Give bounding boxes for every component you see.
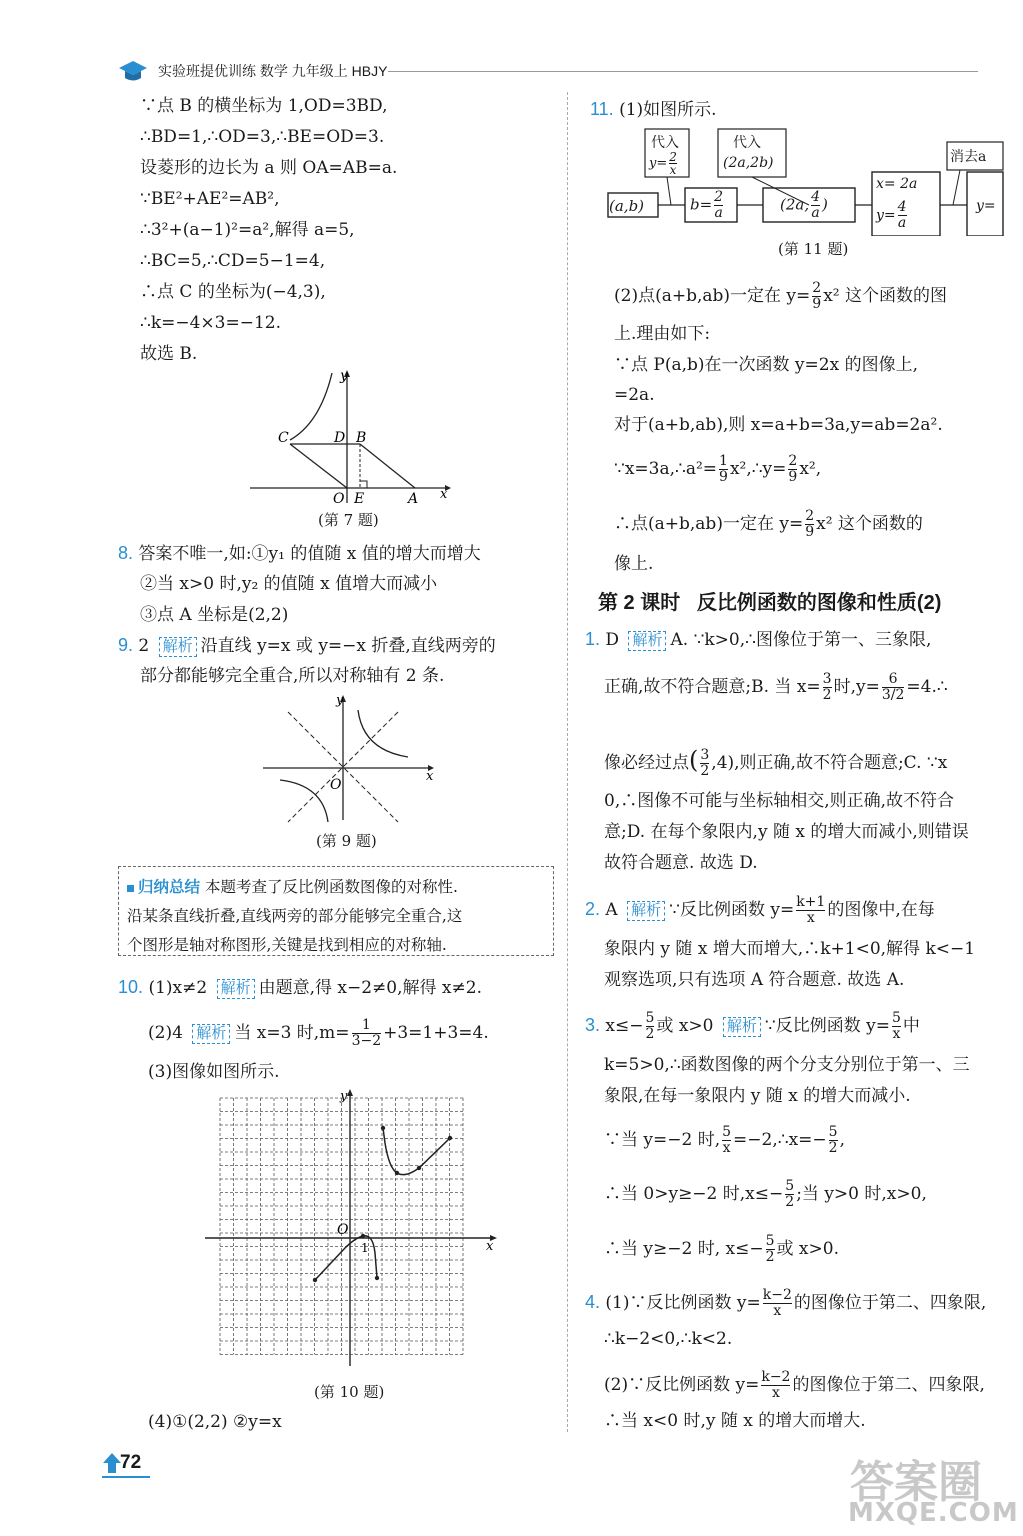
fig7-label: x (440, 487, 448, 502)
figure-9-caption: (第 9 题) (316, 832, 377, 850)
denominator: x (761, 1385, 790, 1401)
text-part: =−2,∴x=− (733, 1130, 827, 1150)
text-part: +3=1+3=4. (383, 1023, 489, 1043)
section-title (598, 586, 941, 615)
fraction (669, 151, 677, 176)
bullet-icon (127, 885, 134, 892)
text-part: ∵反比例函数 y= (764, 1016, 890, 1036)
numerator: 2 (812, 280, 822, 296)
numerator: 2 (669, 150, 677, 164)
numerator: 2 (805, 508, 815, 524)
text-line: ∴点 C 的坐标为(−4,3), (140, 282, 326, 302)
denominator: 2 (822, 687, 832, 703)
figure-11-caption: (第 11 题) (778, 240, 849, 258)
fraction (719, 454, 728, 485)
question-number: 10. (118, 977, 144, 997)
flow-callout-1-expr (649, 151, 679, 176)
lesson-title: 反比例函数的图像和性质(2) (696, 592, 942, 614)
text-part: A. ∵k>0,∴图像位于第一、三象限, (670, 630, 932, 650)
fig9-label: O (330, 777, 342, 793)
page-number-underline (102, 1476, 150, 1478)
header-title: 实验班提优训练 数学 九年级上 HBJY (158, 63, 388, 79)
text-part: 的图像中,在每 (827, 900, 935, 920)
denominator: 9 (805, 524, 815, 540)
text-line: 故符合题意. 故选 D. (604, 853, 758, 873)
answer: D (605, 630, 620, 650)
text-part: , (839, 1130, 845, 1150)
numerator: k−2 (762, 1287, 792, 1303)
q11-part-2 (614, 281, 947, 312)
denominator: x (763, 1303, 792, 1319)
numerator: 5 (645, 1010, 655, 1026)
fig7-label: C (278, 430, 289, 446)
r3-line-5 (604, 1179, 927, 1210)
text-line: ∴3²+(a−1)²=a²,解得 a=5, (140, 220, 355, 240)
numerator: 1 (361, 1017, 371, 1033)
analysis-tag: 解析 (217, 979, 255, 999)
question-number: 9. (118, 635, 134, 655)
text-part: x² 这个函数的图 (823, 286, 948, 306)
fig9-label: y (336, 693, 344, 708)
fraction (785, 1179, 794, 1210)
denominator: 2 (645, 1026, 655, 1042)
text-line: 对于(a+b,ab),则 x=a+b=3a,y=ab=2a². (614, 415, 943, 435)
fig7-label: y (340, 368, 348, 384)
flow-callout-1: 代入 (651, 135, 679, 151)
text-line: 答案不唯一,如:①y₁ 的值随 x 值的增大而增大 (138, 544, 481, 564)
question-10 (118, 976, 482, 999)
q10-part-2 (148, 1018, 489, 1049)
question-11 (590, 98, 717, 121)
fraction (892, 1011, 901, 1042)
text-part: =4.∴ (906, 677, 948, 697)
r-question-1 (585, 628, 931, 651)
fig10-label: 1 (361, 1241, 369, 1255)
text-line: 意;D. 在每个象限内,y 随 x 的增大而减小,则错误 (604, 822, 969, 842)
summary-box (118, 866, 554, 956)
question-9 (118, 634, 496, 657)
fig9-label: x (426, 769, 434, 784)
summary-tag: 归纳总结 (138, 879, 201, 896)
numerator: k−2 (761, 1369, 791, 1385)
denominator: x (796, 910, 825, 926)
figure-10 (205, 1088, 505, 1368)
text-line: ③点 A 坐标是(2,2) (140, 605, 289, 625)
text-line: ∴当 x<0 时,y 随 x 的增大而增大. (604, 1411, 866, 1431)
fraction (714, 190, 723, 221)
text-part: ∴点(a+b,ab)一定在 y= (614, 514, 804, 534)
r-question-2 (585, 895, 935, 926)
text-part: ;当 y>0 时,x>0, (796, 1184, 927, 1204)
denominator: 2 (700, 763, 710, 779)
text-line: (3)图像如图所示. (148, 1062, 280, 1082)
analysis-tag: 解析 (159, 637, 197, 657)
numerator: 2 (788, 453, 798, 469)
fraction (811, 190, 820, 221)
denominator: a (714, 205, 723, 221)
graduation-cap-icon (118, 58, 148, 84)
analysis-tag: 解析 (628, 631, 666, 651)
question-8 (118, 542, 481, 565)
text-line: 象限,在每一象限内 y 随 x 的增大而减小. (604, 1086, 911, 1106)
fraction (882, 672, 905, 703)
numerator: 6 (888, 671, 898, 687)
denominator: 2 (785, 1194, 795, 1210)
numerator: 3 (822, 671, 832, 687)
page-number: 72 (120, 1452, 142, 1473)
analysis-tag: 解析 (192, 1024, 230, 1044)
fraction (722, 1125, 731, 1156)
text-line: ∴k−2<0,∴k<2. (604, 1329, 733, 1349)
question-number: 4. (585, 1292, 601, 1312)
text-part: 当 x=3 时,m= (234, 1023, 350, 1043)
lesson-label: 第 2 课时 (598, 592, 681, 614)
text-part: y= (876, 207, 896, 224)
answer: (2)4 (148, 1023, 183, 1043)
fig7-label: D (334, 430, 346, 446)
summary-line: 沿某条直线折叠,直线两旁的部分能够完全重合,这 (127, 907, 463, 925)
denominator: 9 (812, 296, 822, 312)
text-part: (2a, (780, 195, 810, 214)
q11-line-h (614, 509, 923, 540)
numerator: 5 (765, 1233, 775, 1249)
fraction (812, 281, 821, 312)
fraction (700, 748, 709, 779)
text-part: 像必经过点 (604, 753, 689, 773)
figure-10-caption: (第 10 题) (314, 1383, 385, 1401)
fig7-label: E (354, 491, 365, 507)
watermark-logo: 答案圈 (850, 1457, 982, 1508)
text-line: ∵点 B 的横坐标为 1,OD=3BD, (140, 96, 388, 116)
fraction (823, 672, 832, 703)
summary-line: 本题考查了反比例函数图像的对称性. (204, 878, 458, 896)
r1-line-3: 像必经过点( $\frac{3}{2}$ ,4),则正确,故不符合题意;C. ∵x (604, 746, 948, 779)
question-number: 1. (585, 629, 601, 649)
text-line: 设菱形的边长为 a 则 OA=AB=a. (140, 158, 398, 178)
flow-box-point (780, 190, 828, 221)
text-line: =2a. (614, 385, 655, 405)
fraction (898, 200, 907, 231)
watermark-site: MXQE.COM (848, 1498, 1019, 1528)
text-line: (4)①(2,2) ②y=x (148, 1412, 282, 1432)
text-line: 由题意,得 x−2≠0,解得 x≠2. (258, 978, 482, 998)
denominator: x (669, 163, 677, 177)
text-line: 上.理由如下: (614, 324, 711, 344)
fraction (763, 1288, 792, 1319)
denominator: 3/2 (881, 687, 905, 703)
arrow-up-icon (102, 1452, 122, 1474)
flow-box-ab: (a,b) (609, 197, 645, 215)
text-line: 0,∴图像不可能与坐标轴相交,则正确,故不符合 (604, 791, 955, 811)
numerator: 5 (891, 1010, 901, 1026)
text-part: ) (822, 195, 828, 214)
figure-7-caption: (第 7 题) (318, 511, 379, 529)
denominator: x (892, 1026, 901, 1042)
text-line: ②当 x>0 时,y₂ 的值随 x 值增大而减小 (140, 574, 438, 594)
text-line: 故选 B. (140, 344, 198, 364)
numerator: k+1 (796, 894, 826, 910)
column-divider (567, 92, 568, 1432)
text-part: ∵当 y=−2 时, (604, 1130, 721, 1150)
numerator: 4 (897, 199, 907, 215)
denominator: 9 (788, 469, 798, 485)
text-part: ∴当 y≥−2 时, x≤− (604, 1239, 764, 1259)
text-line: ∴k=−4×3=−12. (140, 313, 282, 333)
denominator: a (811, 205, 820, 221)
fig7-label: A (408, 491, 419, 507)
denominator: 2 (828, 1140, 838, 1156)
text-part: ∴当 0>y≥−2 时,x≤− (604, 1184, 784, 1204)
text-line: ∵BE²+AE²=AB², (140, 189, 280, 209)
r1-line-2 (604, 672, 948, 703)
numerator: 1 (719, 453, 728, 469)
fraction (761, 1370, 790, 1401)
text-part: 时,y= (833, 677, 880, 697)
text-line: ∴BD=1,∴OD=3,∴BE=OD=3. (140, 127, 385, 147)
flow-box-y: y= (976, 198, 996, 214)
numerator: 5 (722, 1124, 732, 1140)
flow-box-xy-y (876, 200, 909, 231)
text-line: ∵点 P(a,b)在一次函数 y=2x 的图像上, (614, 355, 918, 375)
fraction (352, 1018, 382, 1049)
text-part: ,4),则正确,故不符合题意;C. ∵x (711, 753, 948, 773)
text-part: 中 (902, 1016, 920, 1036)
text-part: 或 x>0. (776, 1239, 839, 1259)
text-line: 沿直线 y=x 或 y=−x 折叠,直线两旁的 (200, 636, 496, 656)
fraction (796, 895, 825, 926)
numerator: 2 (714, 189, 724, 205)
question-number: 8. (118, 543, 134, 563)
text-part: 的图像位于第二、四象限, (793, 1293, 987, 1313)
hyperbola-curve (290, 373, 332, 440)
fig7-label: B (356, 430, 367, 446)
denominator: 2 (765, 1249, 775, 1265)
question-number: 3. (585, 1015, 601, 1035)
numerator: 5 (828, 1124, 838, 1140)
text-line: (1)如图所示. (619, 100, 717, 120)
text-part: x²,∴y= (729, 459, 787, 479)
fraction (766, 1234, 775, 1265)
text-part: x², (799, 459, 822, 479)
r3-line-6 (604, 1234, 839, 1265)
denominator: 3−2 (351, 1033, 382, 1049)
text-line: 象限内 y 随 x 增大而增大,∴k+1<0,解得 k<−1 (604, 939, 976, 959)
r-question-4 (585, 1288, 986, 1319)
text-line: 部分都能够完全重合,所以对称轴有 2 条. (140, 666, 445, 686)
flow-callout-2: 代入 (733, 135, 761, 151)
text-part: (2)点(a+b,ab)一定在 y= (614, 286, 811, 306)
flow-box-xy-x: x= 2a (876, 176, 918, 192)
text-part: x≤− (605, 1016, 644, 1036)
denominator: a (897, 215, 907, 231)
figure-9 (258, 690, 443, 825)
flow-box-b (690, 190, 725, 221)
fraction (805, 509, 814, 540)
numerator: 4 (811, 189, 821, 205)
text-line: 观察选项,只有选项 A 符合题意. 故选 A. (604, 970, 905, 990)
answer: A (605, 900, 618, 920)
flow-callout-3: 消去a (950, 149, 987, 165)
fraction (829, 1125, 838, 1156)
text-line: 像上. (614, 554, 654, 574)
fraction (788, 454, 797, 485)
fraction (646, 1011, 655, 1042)
analysis-tag: 解析 (627, 901, 665, 921)
denominator: x (722, 1140, 731, 1156)
text-part: 正确,故不符合题意;B. 当 x= (604, 677, 821, 697)
text-part: b= (690, 195, 713, 214)
fig10-label: x (486, 1239, 494, 1254)
text-part: x² 这个函数的 (816, 514, 923, 534)
fig10-label: y (340, 1089, 348, 1104)
text-part: y= (649, 156, 668, 171)
text-part: 或 x>0 (656, 1016, 714, 1036)
numerator: 3 (700, 747, 710, 763)
flow-callout-2-expr: (2a,2b) (723, 155, 774, 171)
summary-line: 个图形是轴对称图形,关键是找到相应的对称轴. (127, 936, 447, 954)
fig7-label: O (333, 491, 345, 507)
text-part: (1)∵反比例函数 y= (605, 1293, 761, 1313)
r-question-3 (585, 1011, 920, 1042)
denominator: 9 (719, 469, 728, 485)
header-rule (388, 71, 978, 72)
answer: (1)x≠2 (148, 978, 208, 998)
analysis-tag: 解析 (723, 1017, 761, 1037)
text-part: ∵反比例函数 y= (669, 900, 795, 920)
text-part: (2)∵反比例函数 y= (604, 1375, 760, 1395)
fig10-label: O (337, 1222, 349, 1238)
question-number: 11. (590, 99, 614, 119)
numerator: 5 (785, 1178, 795, 1194)
figure-7 (250, 368, 460, 508)
text-line: k=5>0,∴函数图像的两个分支分别位于第一、三 (604, 1055, 970, 1075)
text-part: 的图像位于第二、四象限, (792, 1375, 985, 1395)
answer: 2 (138, 636, 150, 656)
q11-line-g (614, 454, 821, 485)
question-number: 2. (585, 899, 601, 919)
text-line: ∴BC=5,∴CD=5−1=4, (140, 251, 326, 271)
r3-line-4 (604, 1125, 845, 1156)
text-part: ∵x=3a,∴a²= (614, 459, 718, 479)
r4-line-3 (604, 1370, 985, 1401)
